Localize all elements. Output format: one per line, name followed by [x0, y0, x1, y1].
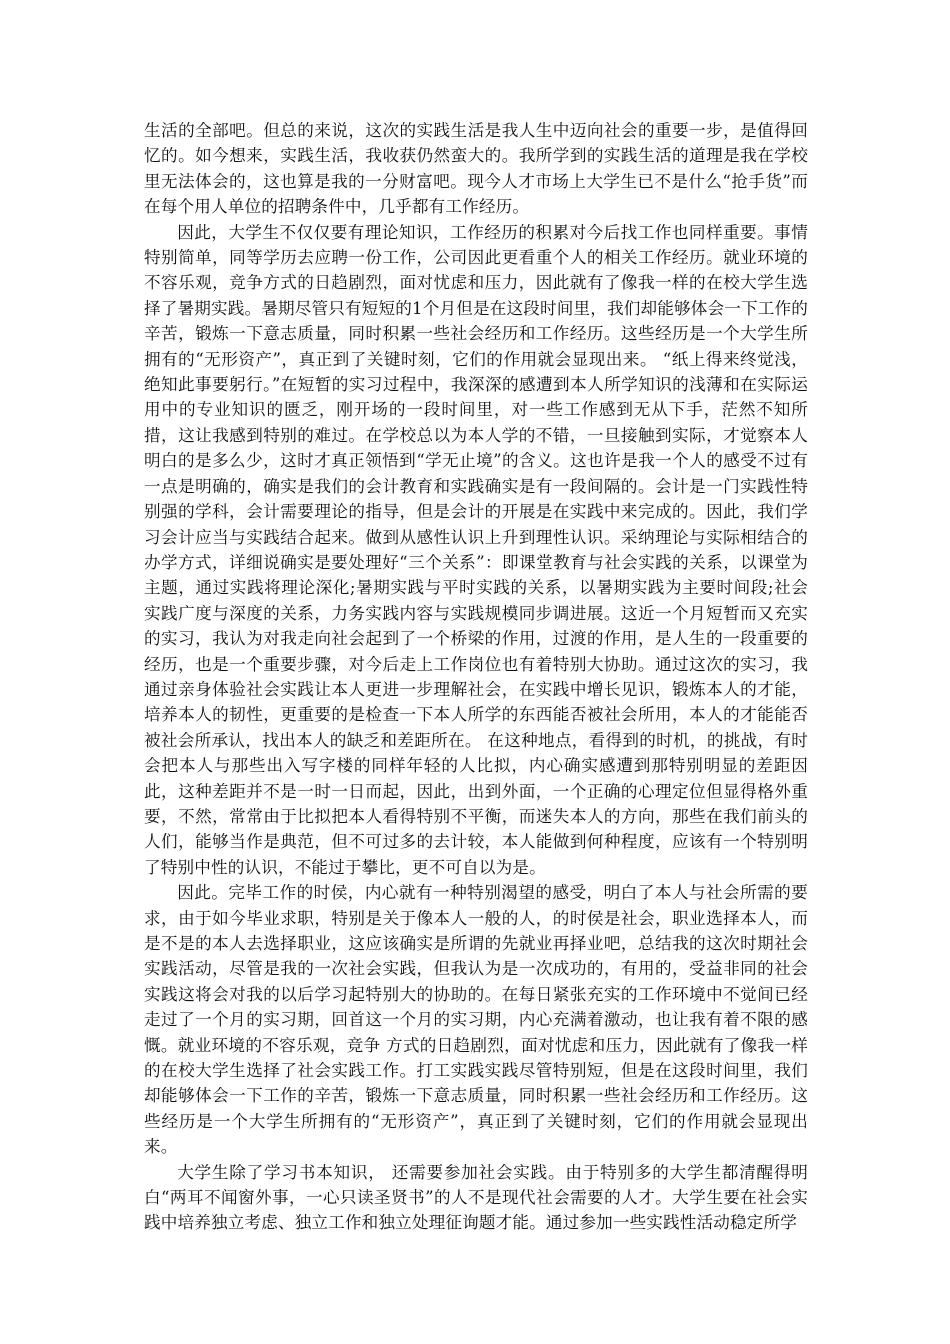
- paragraph-social-practice: 大学生除了学习书本知识， 还需要参加社会实践。由于特别多的大学生都清醒得明白“两耳不闻窗外事，一心只读圣贤书”的人不是现代社会需要的人才。大学生要在社会实践中培养独立考虑、独立工作和独立处理征询题才能。通过参加一些实践性活动稳定所学: [144, 1162, 808, 1233]
- paragraph-continuation: 生活的全部吧。但总的来说，这次的实践生活是我人生中迈向社会的重要一步，是值得回忆的。如今想来，实践生活，我收获仍然蛮大的。我所学到的实践生活的道理是我在学校里无法体会的，这也算是我的一分财富吧。现今人才市场上大学生已不是什么“抢手货”而在每个用人单位的招聘条件中，几乎都有工作经历。: [144, 121, 808, 217]
- paragraph-work-experience: 因此，大学生不仅仅要有理论知识，工作经历的积累对今后找工作也同样重要。事情特别简单，同等学历去应聘一份工作，公司因此更看重个人的相关工作经历。就业环境的不容乐观，竞争方式的日趋剧烈，面对忧虑和压力，因此就有了像我一样的在校大学生选择了暑期实践。暑期尽管只有短短的1个月但是在这段时间里，我们却能够体会一下工作的辛苦，锻炼一下意志质量，同时积累一些社会经历和工作经历。这些经历是一个大学生所拥有的“无形资产”，真正到了关键时刻，它们的作用就会显现出来。 “纸上得来终觉浅，绝知此事要躬行。”在短暂的实习过程中，我深深的感遭到本人所学知识的浅薄和在实际运用中的专业知识的匮乏，刚开场的一段时间里，对一些工作感到无从下手，茫然不知所措，这让我感到特别的难过。在学校总以为本人学的不错，一旦接触到实际，才觉察本人明白的是多么少，这时才真正领悟到“学无止境”的含义。这也许是我一个人的感受不过有一点是明确的，确实是我们的会计教育和实践确实是有一段间隔的。会计是一门实践性特别强的学科，会计需要理论的指导，但是会计的开展是在实践中来完成的。因此，我们学习会计应当与实践结合起来。做到从感性认识上升到理性认识。采纳理论与实际相结合的办学方式，详细说确实是要处理好“三个关系”：即课堂教育与社会实践的关系，以课堂为主题，通过实践将理论深化;暑期实践与平时实践的关系，以暑期实践为主要时间段;社会实践广度与深度的关系，力务实践内容与实践规模同步调进展。这近一个月短暂而又充实的实习，我认为对我走向社会起到了一个桥梁的作用，过渡的作用，是人生的一段重要的经历，也是一个重要步骤，对今后走上工作岗位也有着特别大协助。通过这次的实习，我通过亲身体验社会实践让本人更进一步理解社会，在实践中增长见识，锻炼本人的才能，培养本人的韧性，更重要的是检查一下本人所学的东西能否被社会所用，本人的才能能否被社会所承认，找出本人的缺乏和差距所在。 在这种地点，看得到的时机，的挑战，有时会把本人与那些出入写字楼的同样年轻的人比拟，内心确实感遭到那特别明显的差距因此，这种差距并不是一时一日而起，因此，出到外面，一个正确的心理定位但显得格外重要，不然，常常由于比拟把本人看得特别不平衡，而迷失本人的方向，那些在我们前头的人们，能够当作是典范，但不可过多的去计较，本人能做到何种程度，应该有一个特别明了特别中性的认识，不能过于攀比，更不可自以为是。: [144, 222, 808, 877]
- paragraph-conclusion: 因此。完毕工作的时侯，内心就有一种特别渴望的感受，明白了本人与社会所需的要求，由于如今毕业求职，特别是关于像本人一般的人，的时侯是社会，职业选择本人，而是不是的本人去选择职业，这应该确实是所谓的先就业再择业吧，总结我的这次时期社会实践活动，尽管是我的一次社会实践，但我认为是一次成功的，有用的，受益非同的社会实践这将会对我的以后学习起特别大的协助的。在每日紧张充实的工作环境中不觉间已经走过了一个月的实习期，回首这一个月的实习期，内心充满着激动，也让我有着不限的感慨。就业环境的不容乐观，竞争 方式的日趋剧烈，面对忧虑和压力，因此就有了像我一样的在校大学生选择了社会实践工作。打工实践实践尽管特别短，但是在这段时间里，我们却能够体会一下工作的辛苦，锻炼一下意志质量，同时积累一些社会经历和工作经历。这些经历是一个大学生所拥有的“无形资产”，真正到了关键时刻，它们的作用就会显现出来。: [144, 883, 808, 1157]
- document-page: [144, 118, 808, 1236]
